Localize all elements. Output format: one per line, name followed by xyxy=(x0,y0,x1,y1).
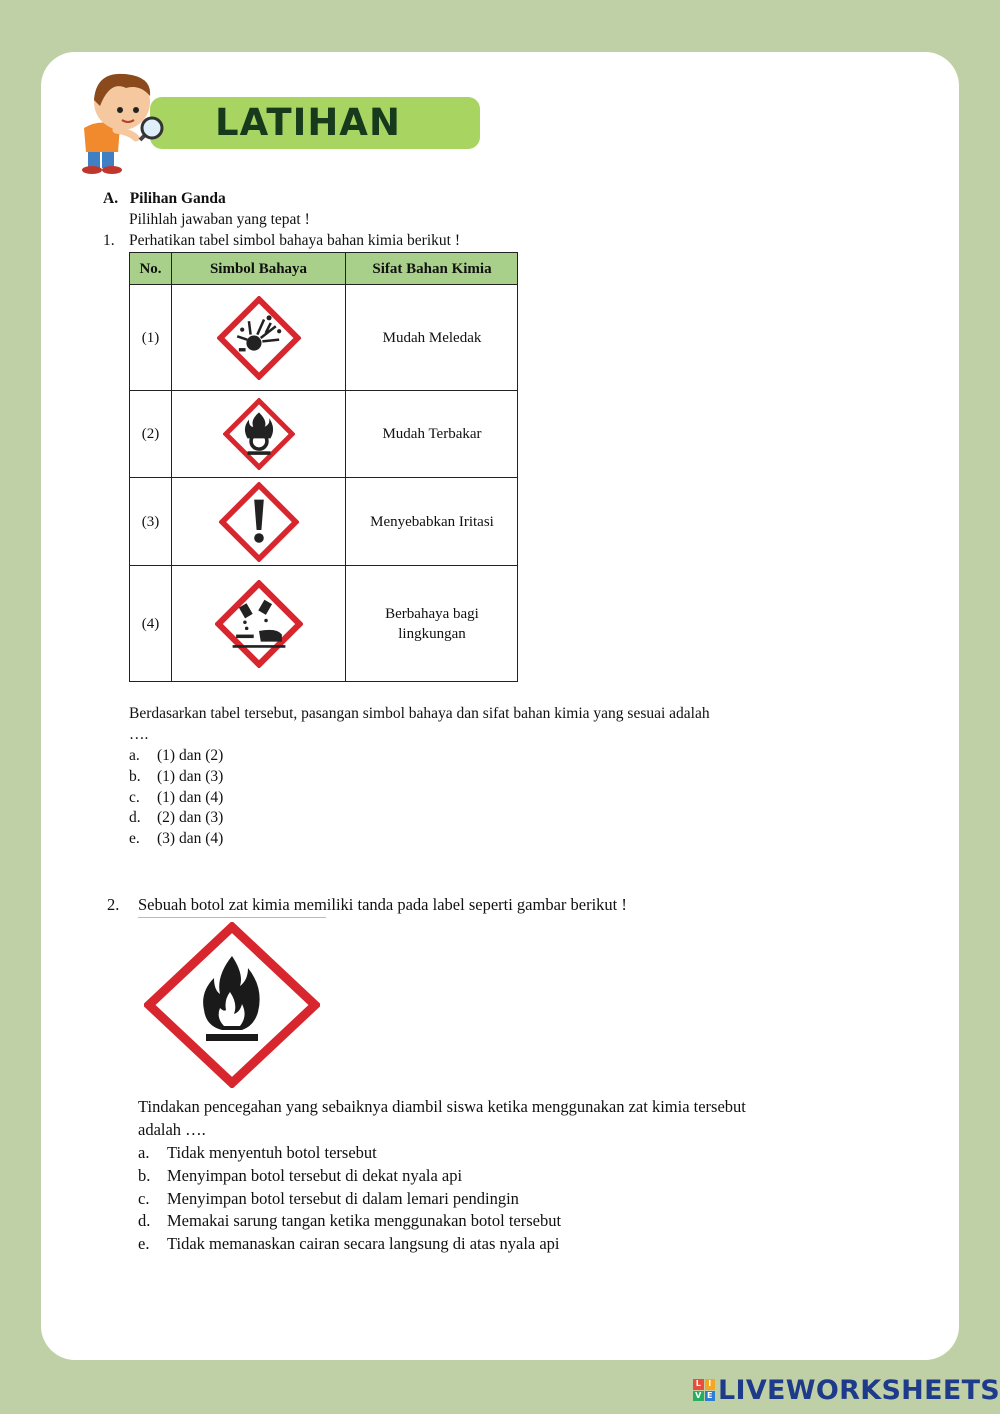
explosive-icon xyxy=(217,296,301,380)
divider xyxy=(138,917,326,918)
q1-question-ellipsis: …. xyxy=(129,726,149,743)
q2-prompt: Sebuah botol zat kimia memiliki tanda pada label seperti gambar berikut ! xyxy=(138,895,627,914)
oxidizer-icon xyxy=(223,398,295,470)
row-number: (2) xyxy=(130,391,172,477)
section-instruction: Pilihlah jawaban yang tepat ! xyxy=(129,211,310,228)
symbol-cell xyxy=(172,566,346,682)
option-text[interactable]: Tidak menyentuh botol tersebut xyxy=(167,1143,377,1162)
row-number: (3) xyxy=(130,478,172,565)
table-row xyxy=(130,285,517,391)
option-text[interactable]: (1) dan (4) xyxy=(157,789,224,806)
exclamation-icon xyxy=(219,482,299,562)
option-letter[interactable]: a. xyxy=(129,747,140,764)
option-letter[interactable]: c. xyxy=(129,789,140,806)
option-letter[interactable]: e. xyxy=(129,830,140,847)
q2-question-line: adalah …. xyxy=(138,1120,206,1139)
row-number: (1) xyxy=(130,285,172,390)
option-text[interactable]: (3) dan (4) xyxy=(157,830,224,847)
symbol-cell xyxy=(172,391,346,477)
row-number: (4) xyxy=(130,566,172,682)
logo-letter: I xyxy=(705,1379,716,1390)
property-cell: Mudah Meledak xyxy=(382,329,482,346)
liveworksheets-logo[interactable] xyxy=(693,1374,1000,1406)
option-text[interactable]: Memakai sarung tangan ketika menggunakan botol tersebut xyxy=(167,1211,562,1230)
table-header-row xyxy=(130,253,517,285)
option-letter[interactable]: b. xyxy=(129,768,141,785)
symbol-cell xyxy=(172,478,346,565)
option-text[interactable]: Menyimpan botol tersebut di dekat nyala api xyxy=(167,1166,463,1185)
property-cell: Mudah Terbakar xyxy=(382,426,482,442)
brand-logo-icon xyxy=(693,1379,715,1401)
hazard-table xyxy=(129,252,518,682)
table-header-cell: Sifat Bahan Kimia xyxy=(372,260,492,277)
property-cell: Menyebabkan Iritasi xyxy=(370,513,494,530)
table-header-cell: Simbol Bahaya xyxy=(172,253,346,284)
table-row xyxy=(130,478,517,566)
option-letter[interactable]: d. xyxy=(138,1211,151,1230)
option-text[interactable]: Tidak memanaskan cairan secara langsung di atas nyala api xyxy=(167,1234,560,1253)
table-row xyxy=(130,566,517,682)
logo-letter: L xyxy=(693,1379,704,1390)
logo-letter: V xyxy=(693,1391,704,1402)
option-letter[interactable]: d. xyxy=(129,809,141,826)
mascot-illustration xyxy=(70,66,168,178)
q2-question-line: Tindakan pencegahan yang sebaiknya diambil siswa ketika menggunakan zat kimia tersebut xyxy=(138,1097,746,1116)
option-letter[interactable]: c. xyxy=(138,1189,150,1208)
option-text[interactable]: (1) dan (3) xyxy=(157,768,224,785)
page-title: LATIHAN xyxy=(215,101,401,144)
q1-question-line: Berdasarkan tabel tersebut, pasangan simbol bahaya dan sifat bahan kimia yang sesuai adalah xyxy=(129,705,710,722)
option-text[interactable]: Menyimpan botol tersebut di dalam lemari pendingin xyxy=(167,1189,519,1208)
corrosive-icon xyxy=(215,580,303,668)
section-heading: A. Pilihan Ganda xyxy=(103,190,226,207)
q2-number: 2. xyxy=(107,895,120,914)
option-text[interactable]: (1) dan (2) xyxy=(157,747,224,764)
q1-number: 1. xyxy=(103,232,115,249)
flammable-icon xyxy=(144,922,320,1088)
table-header-cell: No. xyxy=(130,253,172,284)
brand-name: LIVEWORKSHEETS xyxy=(718,1374,1000,1406)
option-letter[interactable]: e. xyxy=(138,1234,150,1253)
option-letter[interactable]: b. xyxy=(138,1166,151,1185)
table-row xyxy=(130,391,517,478)
logo-letter: E xyxy=(705,1391,716,1402)
option-letter[interactable]: a. xyxy=(138,1143,150,1162)
property-cell: Berbahaya bagi lingkungan xyxy=(385,606,479,642)
q1-prompt: Perhatikan tabel simbol bahaya bahan kimia berikut ! xyxy=(129,232,460,249)
option-text[interactable]: (2) dan (3) xyxy=(157,809,224,826)
symbol-cell xyxy=(172,285,346,390)
